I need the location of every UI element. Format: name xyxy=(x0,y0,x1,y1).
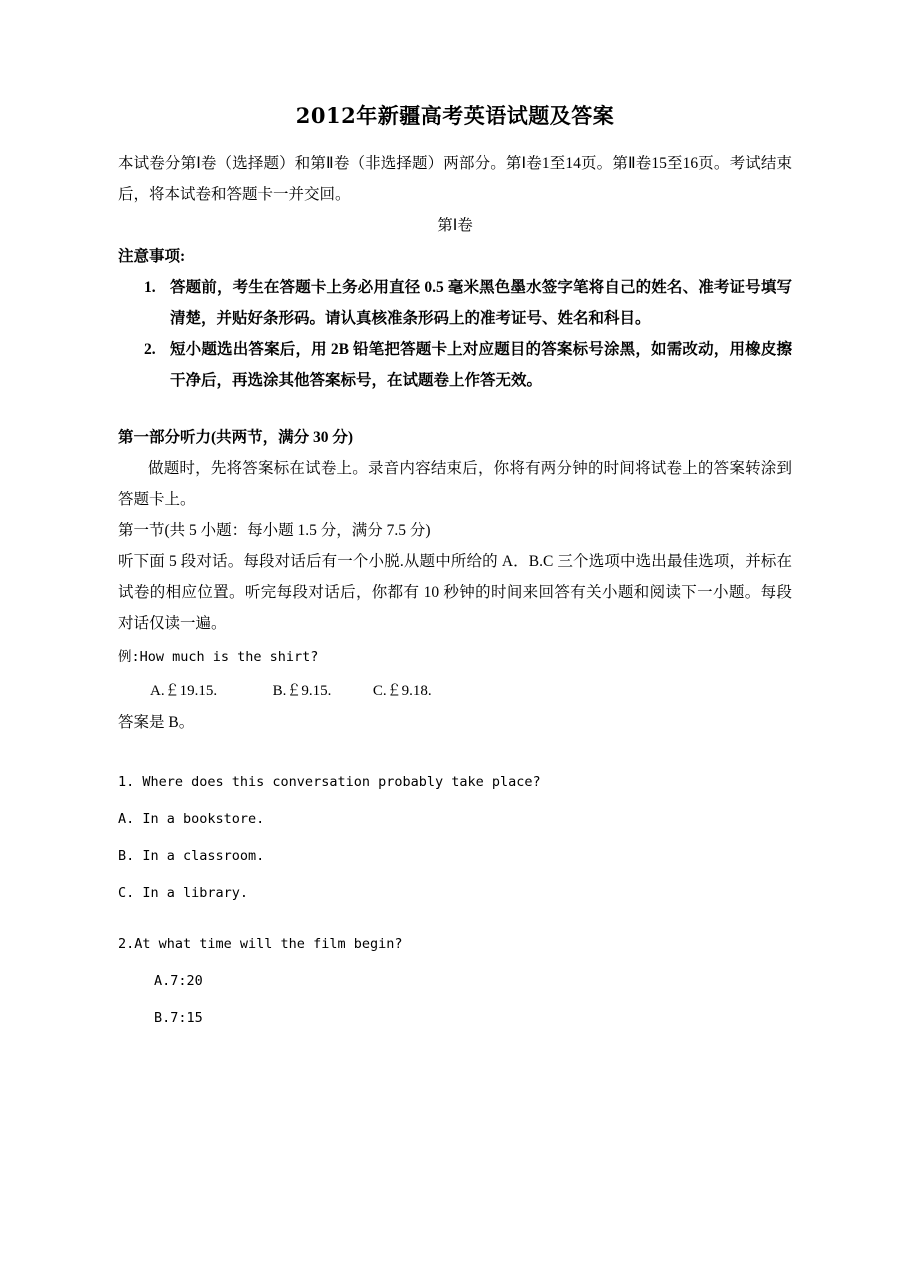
exam-intro-paragraph: 本试卷分第Ⅰ卷（选择题）和第Ⅱ卷（非选择题）两部分。第Ⅰ卷1至14页。第Ⅱ卷15至16页。考试结束后，将本试卷和答题卡一并交回。 xyxy=(118,155,792,203)
question-2-option-b: B.7:15 xyxy=(154,1010,203,1026)
part-one-heading: 第一部分听力(共两节，满分 30 分) xyxy=(118,429,354,446)
notice-text: 短小题选出答案后，用 2B 铅笔把答题卡上对应题目的答案标号涂黑，如需改动，用橡皮擦干净后，再选涂其他答案标号，在试题卷上作答无效。 xyxy=(170,341,792,389)
question-2-stem: 2.At what time will the film begin? xyxy=(118,936,403,952)
notice-text: 答题前，考生在答题卡上务必用直径 0.5 毫米黑色墨水签字笔将自己的姓名、准考证号填写清楚，并贴好条形码。请认真核准条形码上的准考证号、姓名和科目。 xyxy=(170,279,792,327)
question-2-option-a: A.7:20 xyxy=(154,973,203,989)
question-1-option-c: C. In a library. xyxy=(118,885,249,901)
page-title: 2012年新疆高考英语试题及答案 xyxy=(295,103,615,128)
example-option-b: B.￡9.15. xyxy=(272,683,332,699)
spacer xyxy=(118,912,792,926)
question-1-option-a: A. In a bookstore. xyxy=(118,811,265,827)
question-1-stem: 1. Where does this conversation probably take place? xyxy=(118,774,541,790)
spacer xyxy=(118,738,792,764)
section-one-directions: 听下面 5 段对话。每段对话后有一个小脱.从题中所给的 A．B.C 三个选项中选出最佳选项，并标在试卷的相应位置。听完每段对话后，你都有 10 秒钟的时间来回答有关小题和阅读下一小题。每段对话仅读一遍。 xyxy=(118,553,792,632)
spacer xyxy=(118,396,792,422)
notice-list xyxy=(118,272,792,396)
paper-section-label: 第Ⅰ卷 xyxy=(437,217,473,234)
example-question: 例:How much is the shirt? xyxy=(118,649,319,665)
question-1-option-b: B. In a classroom. xyxy=(118,848,265,864)
example-option-a: A.￡19.15. xyxy=(150,683,218,699)
section-one-heading: 第一节(共 5 小题：每小题 1.5 分，满分 7.5 分) xyxy=(118,522,431,539)
example-option-c: C.￡9.18. xyxy=(372,683,432,699)
notice-heading: 注意事项: xyxy=(118,248,186,265)
notice-number: 1. xyxy=(144,279,156,296)
example-answer: 答案是 B。 xyxy=(118,714,195,731)
list-item xyxy=(144,334,792,396)
list-item xyxy=(144,272,792,334)
notice-number: 2. xyxy=(144,341,156,358)
part-one-intro: 做题时，先将答案标在试卷上。录音内容结束后，你将有两分钟的时间将试卷上的答案转涂到答题卡上。 xyxy=(118,460,792,508)
example-options-row xyxy=(118,676,792,707)
